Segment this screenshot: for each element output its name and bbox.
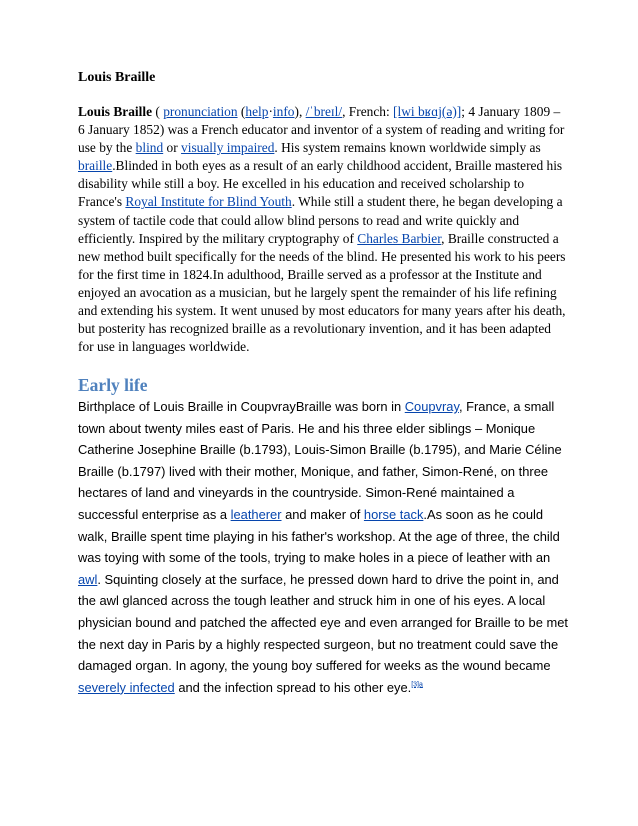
- braille-link[interactable]: braille: [78, 158, 113, 174]
- intro-text: . While still a student there, he began developing a system of tactile code that could allow blind persons to read and write quickly and efficiently. Inspired by the military cryptography of: [78, 194, 563, 246]
- info-link[interactable]: info: [272, 104, 295, 119]
- severely-infected-link[interactable]: severely infected: [78, 679, 175, 695]
- help-link[interactable]: help: [245, 104, 269, 119]
- intro-text: (: [152, 104, 164, 119]
- early-life-text: , France, a small town about twenty miles east of Paris. He and his three elder siblings – Monique Catherine Josephine Braille (b.1793), Louis-Simon Braille (b.1795), and Marie Céline Braille (b.1797) lived with their mother, Monique, and father, Simon-René, on three hectares of land and vineyards in the countryside. Simon-René maintained a successful enterprise as a: [78, 399, 562, 522]
- early-life-text: and the infection spread to his other eye.: [174, 679, 412, 695]
- blind-link[interactable]: blind: [135, 140, 164, 156]
- ipa-link[interactable]: /ˈbreɪl/: [305, 104, 343, 119]
- subject-name: Louis Braille: [78, 104, 153, 119]
- charles-barbier-link[interactable]: Charles Barbier: [357, 230, 442, 246]
- early-life-paragraph: [78, 396, 570, 698]
- pronunciation-link[interactable]: pronunciation: [163, 104, 238, 119]
- intro-text: , Braille constructed a new method built specifically for the needs of the blind. He presented his work to his peers for the first time in 1824.In adulthood, Braille served as a professor at the Institute and enjoyed an avocation as a musician, but he largely spent the remainder of his life refining and extending his system. It went unused by most educators for many years after his death, but posterity has recognized braille as a revolutionary invention, and it has been adapted for use in languages worldwide.: [78, 230, 566, 355]
- horse-tack-link[interactable]: horse tack: [363, 506, 424, 522]
- french-ipa-link[interactable]: [lwi bʁɑj(ə)]: [393, 104, 462, 119]
- early-life-text: .As soon as he could walk, Braille spent time playing in his father's workshop. At the age of three, the child was toying with some of the tools, trying to make holes in a piece of leather with an: [78, 506, 560, 566]
- reference-link[interactable]: [3]a: [411, 681, 423, 689]
- early-life-text: . Squinting closely at the surface, he pressed down hard to drive the point in, and the awl glanced across the tough leather and struck him in one of his eyes. A local physician bound and patched the affected eye and even arranged for Braille to be met the next day in Paris by a highly respected surgeon, but no treatment could save the damaged organ. In agony, the young boy suffered for weeks as the wound became: [78, 571, 568, 674]
- early-life-heading: Early life: [78, 375, 148, 395]
- leatherer-link[interactable]: leatherer: [230, 506, 282, 522]
- intro-text: . His system remains known worldwide simply as: [274, 140, 541, 156]
- visually-impaired-link[interactable]: visually impaired: [181, 140, 275, 156]
- royal-institute-link[interactable]: Royal Institute for Blind Youth: [125, 194, 292, 210]
- early-life-text: Birthplace of Louis Braille in CoupvrayBraille was born in: [78, 399, 405, 414]
- intro-text: ·: [268, 104, 273, 119]
- awl-link[interactable]: awl: [78, 571, 98, 587]
- intro-text: , French:: [342, 104, 394, 119]
- intro-text: (: [237, 104, 246, 119]
- document-title: Louis Braille: [78, 70, 156, 85]
- intro-text: ),: [294, 104, 306, 119]
- intro-text: or: [163, 140, 182, 156]
- intro-paragraph: [78, 103, 568, 356]
- coupvray-link[interactable]: Coupvray: [404, 399, 459, 414]
- early-life-text: and maker of: [281, 506, 364, 522]
- intro-text: .Blinded in both eyes as a result of an early childhood accident, Braille mastered his disability while still a boy. He excelled in his education and received scholarship to France's: [78, 158, 563, 210]
- intro-text: ; 4 January 1809 – 6 January 1852) was a French educator and inventor of a system of reading and writing for use by the: [78, 104, 565, 156]
